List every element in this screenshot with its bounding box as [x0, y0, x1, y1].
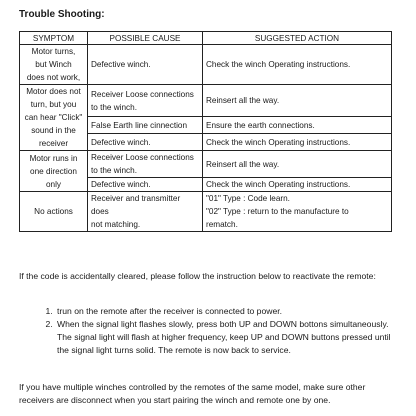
action-line: Reinsert all the way. — [206, 96, 280, 106]
action-cell — [203, 117, 392, 134]
symptom-cell — [20, 45, 88, 85]
cause-cell — [88, 45, 203, 85]
action-cell — [203, 178, 392, 192]
symptom-line: can hear "Click" — [24, 113, 83, 122]
table-row — [20, 151, 392, 178]
cause-cell — [88, 117, 203, 134]
action-line: Ensure the earth connections. — [206, 120, 315, 130]
action-cell — [203, 85, 392, 117]
cause-line: Receiver and transmitter does — [91, 194, 181, 216]
action-line: Check the winch Operating instructions. — [206, 180, 351, 189]
cause-line: False Earth line cinnection — [91, 120, 188, 130]
cause-line: Defective winch. — [91, 60, 151, 69]
symptom-line: turn, but you — [30, 100, 77, 109]
cause-line: Receiver Loose connections — [91, 153, 194, 162]
cause-line: to the winch. — [91, 166, 137, 175]
cause-line: Receiver Loose connections — [91, 89, 194, 99]
list-item: 1. trun on the remote after the receiver is connected to power. — [55, 305, 391, 318]
symptom-line: only — [45, 179, 62, 189]
list-item: 2. When the signal light flashes slowly, press both UP and DOWN bottons simultaneously. The signal light will flash at higher frequency, keep UP and DOWN buttons pressed until the signal light turns solid. The remote is now back to service. — [55, 318, 391, 357]
action-line: Reinsert all the way. — [206, 159, 280, 169]
cause-line: not matching. — [91, 220, 141, 229]
action-cell — [203, 151, 392, 178]
cause-cell — [88, 192, 203, 232]
reactivation-steps — [19, 305, 391, 357]
symptom-line: does not work, — [26, 73, 81, 82]
header-symptom: SYMPTOM — [20, 32, 88, 45]
symptom-cell — [20, 151, 88, 192]
cause-cell — [88, 134, 203, 151]
cause-cell — [88, 178, 203, 192]
cause-cell — [88, 151, 203, 178]
action-cell — [203, 45, 392, 85]
cause-line: Defective winch. — [91, 180, 151, 189]
symptom-line: receiver — [38, 139, 69, 148]
table-row — [20, 85, 392, 117]
cause-cell — [88, 85, 203, 117]
action-cell — [203, 192, 392, 232]
symptom-cell — [20, 192, 88, 232]
symptom-line: but Winch — [35, 60, 72, 69]
symptom-line: Motor runs in — [29, 153, 78, 163]
table-header-row — [20, 32, 392, 45]
action-line: Check the winch Operating instructions. — [206, 137, 351, 147]
table-body — [20, 45, 392, 232]
action-line: "01" Type : Code learn. — [206, 194, 290, 203]
troubleshooting-table — [19, 31, 392, 232]
symptom-line: Motor does not — [26, 87, 81, 96]
cause-line: Defective winch. — [91, 137, 151, 147]
header-suggested-action: SUGGESTED ACTION — [203, 32, 392, 45]
intro-paragraph: If the code is accidentally cleared, please follow the instruction below to reactivate the remote: — [19, 271, 376, 281]
action-line: Check the winch Operating instructions. — [206, 60, 351, 69]
table-row — [20, 45, 392, 85]
closing-paragraph: If you have multiple winches controlled by the remotes of the same model, make sure other receivers are disconnect when you start pairing the winch and remote one by one. — [19, 382, 366, 405]
action-line: "02" Type : return to the manufacture to — [206, 207, 349, 216]
symptom-cell — [20, 85, 88, 151]
table-row — [20, 192, 392, 232]
action-cell — [203, 134, 392, 151]
header-possible-cause: POSSIBLE CAUSE — [88, 32, 203, 45]
symptom-line: one direction — [30, 166, 77, 176]
page-heading: Trouble Shooting: — [19, 9, 105, 20]
action-line: rematch. — [206, 220, 238, 229]
symptom-line: No actions — [34, 207, 73, 216]
symptom-line: sound in the — [31, 126, 76, 135]
symptom-line: Motor turns, — [31, 47, 76, 56]
cause-line: to the winch. — [91, 102, 137, 112]
